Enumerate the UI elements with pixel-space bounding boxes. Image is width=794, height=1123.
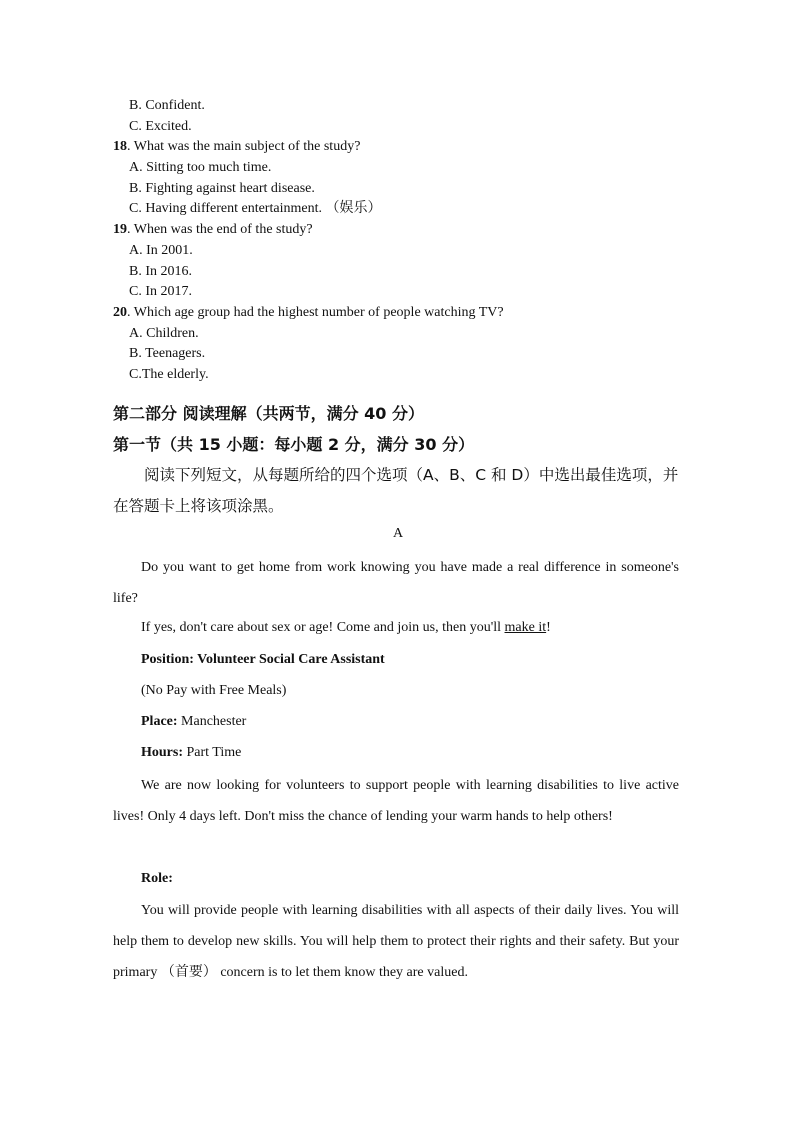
option-line: B. Confident. — [129, 98, 205, 113]
question-stem: . When was the end of the study? — [127, 222, 313, 238]
option-line: A. Children. — [129, 325, 199, 341]
hours-label: Hours: — [141, 745, 183, 760]
role-label: Role: — [141, 871, 173, 886]
position-label: Position: — [141, 652, 194, 667]
passage-label: A — [392, 526, 404, 541]
hours-value: Part Time — [183, 745, 242, 760]
option-line: B. Fighting against heart disease. — [129, 180, 315, 196]
position-line — [141, 652, 385, 668]
question-20 — [113, 303, 683, 324]
part-heading: 第二部分 阅读理解（共两节，满分 40 分） — [113, 404, 424, 423]
question-stem: . What was the main subject of the study? — [127, 139, 361, 155]
instructions — [113, 460, 683, 522]
intro-paragraph: Do you want to get home from work knowing you have made a real difference in someone's life? — [113, 560, 679, 606]
option-line: C.The elderly. — [129, 366, 209, 382]
pay-note: (No Pay with Free Meals) — [141, 683, 287, 698]
option-line: B. Teenagers. — [129, 346, 206, 362]
place-value: Manchester — [177, 714, 247, 729]
invite-end: ! — [546, 620, 551, 635]
volunteer-paragraph: We are now looking for volunteers to support people with learning disabilities to live active lives! Only 4 days left. Don't miss the chance of lending your warm hands to help others! — [113, 778, 679, 824]
invite-line — [141, 620, 551, 636]
question-stem: . Which age group had the highest number of people watching TV? — [127, 304, 504, 320]
place-line — [141, 714, 246, 730]
hours-line — [141, 745, 241, 761]
place-label: Place: — [141, 714, 178, 729]
option-line: C. In 2017. — [129, 284, 192, 300]
question-number: 20 — [113, 304, 127, 320]
question-number: 18 — [113, 139, 127, 155]
option-line: C. Excited. — [129, 118, 192, 134]
section-heading: 第一节（共 15 小题：每小题 2 分，满分 30 分） — [113, 435, 475, 454]
question-18 — [113, 137, 683, 158]
position-value: Volunteer Social Care Assistant — [193, 652, 385, 667]
option-line: C. Having different entertainment. （娱乐） — [129, 201, 382, 217]
role-paragraph: You will provide people with learning disabilities with all aspects of their daily lives. You will help them to develop new skills. You will help them to protect their rights and their safety. But your primary （首要） concern is to let them know they are valued. — [113, 903, 679, 980]
question-number: 19 — [113, 222, 127, 238]
listening-questions — [113, 96, 683, 386]
option-line: A. Sitting too much time. — [129, 160, 272, 176]
question-19 — [113, 220, 683, 241]
invite-text: If yes, don't care about sex or age! Come and join us, then you'll — [141, 620, 505, 635]
underlined-phrase: make it — [504, 620, 547, 635]
instructions-text: 阅读下列短文，从每题所给的四个选项（A、B、C 和 D）中选出最佳选项，并在答题卡上将该项涂黑。 — [113, 466, 679, 515]
option-line: B. In 2016. — [129, 263, 192, 279]
option-line: A. In 2001. — [129, 242, 193, 258]
